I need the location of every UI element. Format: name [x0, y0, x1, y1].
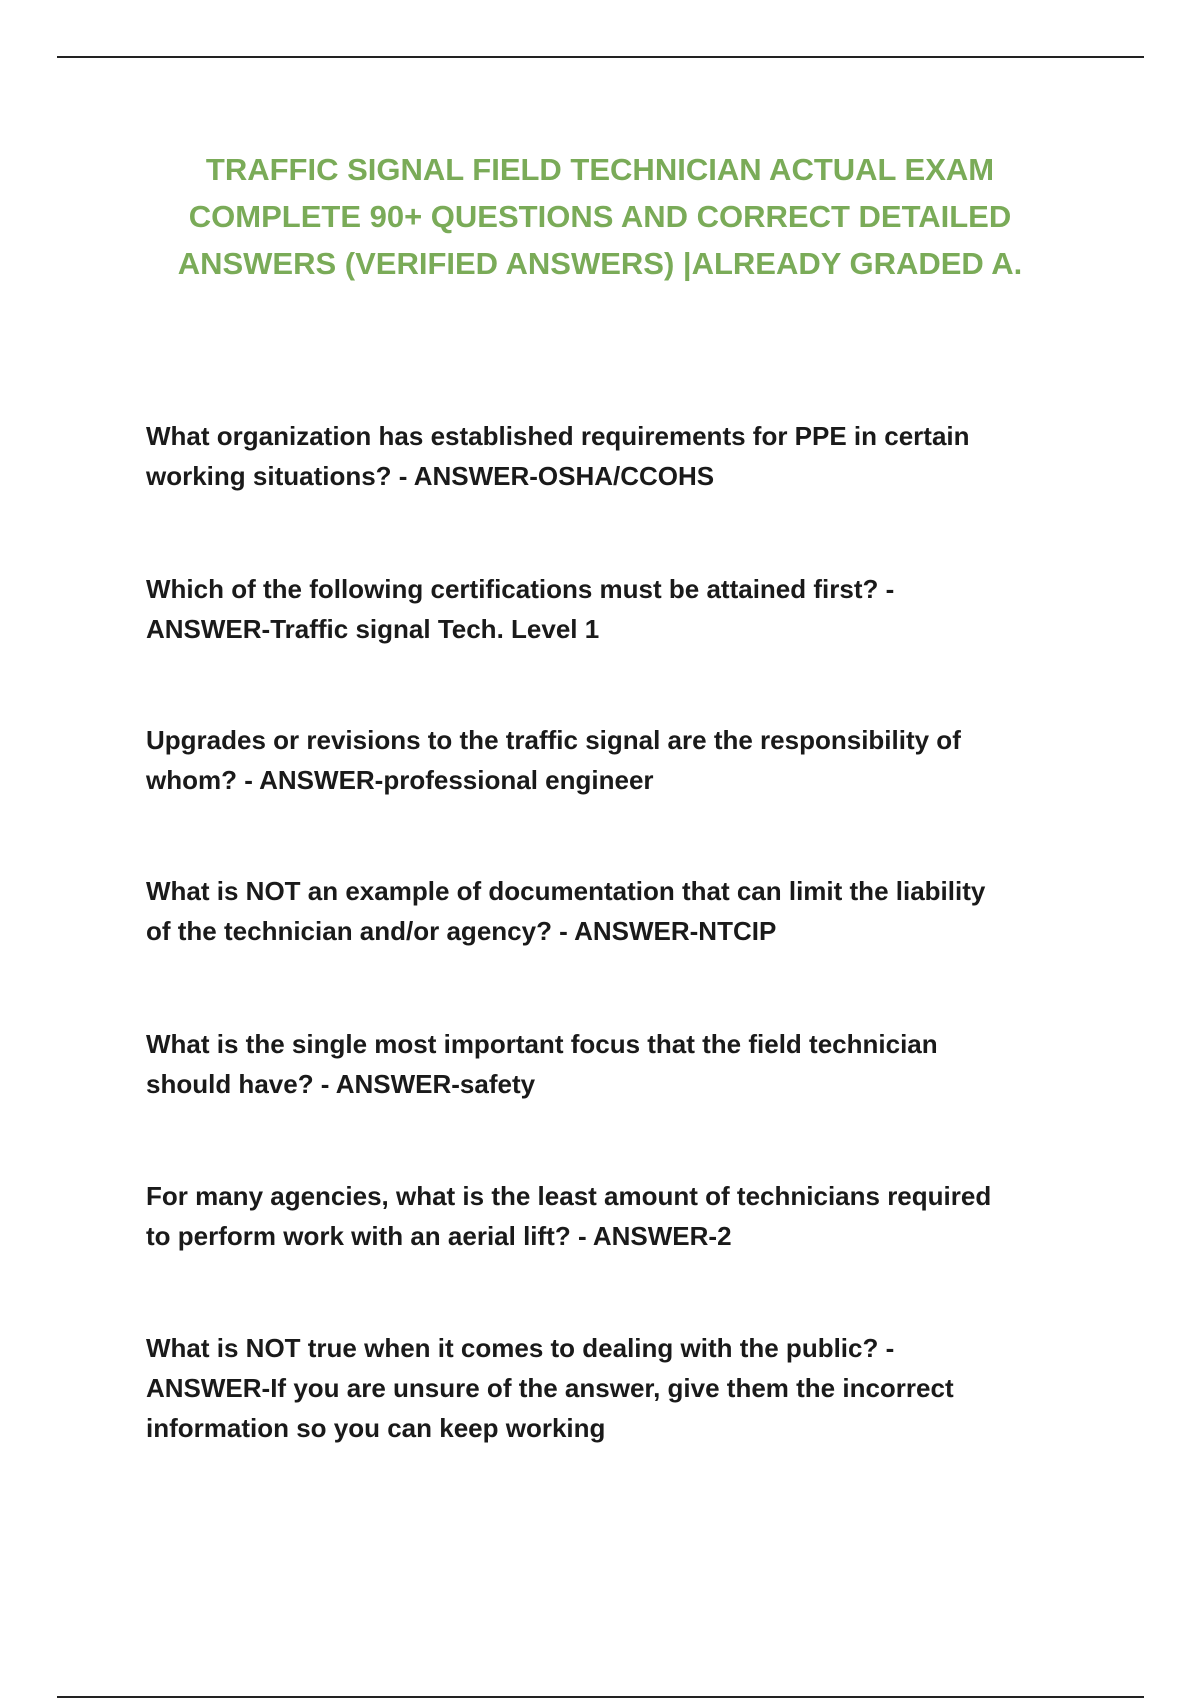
qa-item-3	[146, 720, 1106, 800]
bottom-divider	[57, 1696, 1144, 1698]
qa-line: should have? - ANSWER-safety	[146, 1069, 536, 1099]
qa-line: What organization has established requirements for PPE in certain	[146, 421, 970, 451]
qa-line: What is the single most important focus that the field technician	[146, 1029, 938, 1059]
qa-line: to perform work with an aerial lift? - ANSWER-2	[146, 1221, 732, 1251]
qa-item-1	[146, 416, 1106, 496]
qa-line: Upgrades or revisions to the traffic signal are the responsibility of	[146, 725, 961, 755]
qa-item-2	[146, 569, 1106, 649]
qa-line: ANSWER-If you are unsure of the answer, give them the incorrect	[146, 1373, 954, 1403]
qa-line: What is NOT an example of documentation that can limit the liability	[146, 876, 986, 906]
top-divider	[57, 56, 1144, 58]
title-line: TRAFFIC SIGNAL FIELD TECHNICIAN ACTUAL EXAM	[205, 152, 995, 187]
qa-line: of the technician and/or agency? - ANSWER-NTCIP	[146, 916, 777, 946]
qa-line: information so you can keep working	[146, 1413, 606, 1443]
qa-line: Which of the following certifications must be attained first? -	[146, 574, 895, 604]
title-line: COMPLETE 90+ QUESTIONS AND CORRECT DETAILED	[188, 199, 1012, 234]
qa-line: ANSWER-Traffic signal Tech. Level 1	[146, 614, 600, 644]
qa-line: working situations? - ANSWER-OSHA/CCOHS	[146, 461, 715, 491]
qa-item-6	[146, 1176, 1106, 1256]
title-line: ANSWERS (VERIFIED ANSWERS) |ALREADY GRADED A.	[177, 246, 1023, 281]
qa-item-4	[146, 871, 1106, 951]
document-title	[100, 146, 1100, 287]
qa-item-7	[146, 1328, 1106, 1448]
qa-line: For many agencies, what is the least amount of technicians required	[146, 1181, 992, 1211]
qa-line: whom? - ANSWER-professional engineer	[146, 765, 654, 795]
qa-item-5	[146, 1024, 1106, 1104]
qa-line: What is NOT true when it comes to dealing with the public? -	[146, 1333, 895, 1363]
